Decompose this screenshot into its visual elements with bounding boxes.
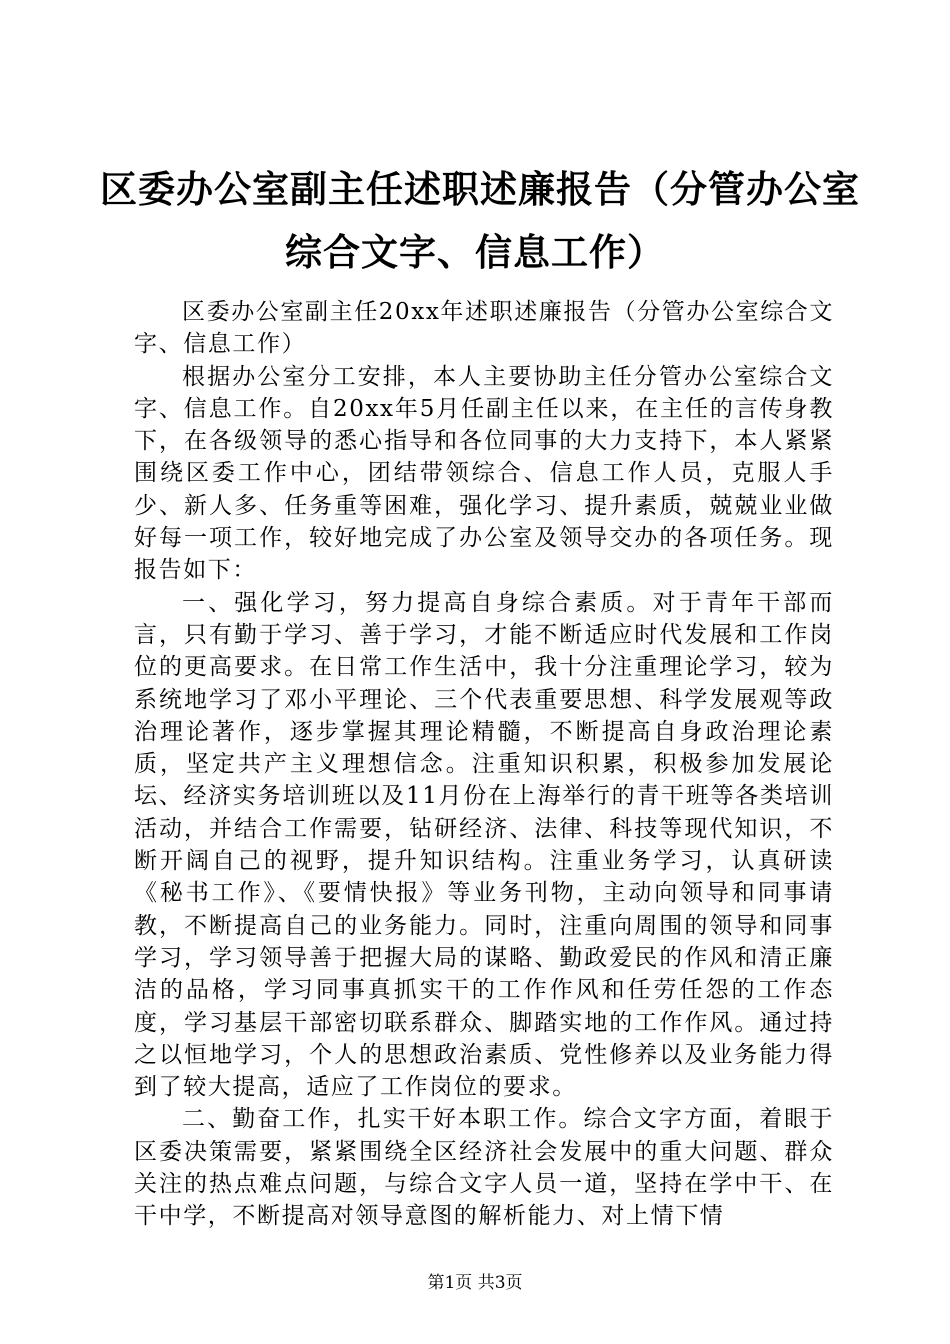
paragraph-subtitle: 区委办公室副主任20xx年述职述廉报告（分管办公室综合文字、信息工作） xyxy=(134,299,835,358)
document-title xyxy=(100,158,860,284)
title-line-2: 综合文字、信息工作） xyxy=(285,230,665,274)
paragraph-section-2: 二、勤奋工作，扎实干好本职工作。综合文字方面，着眼于区委决策需要，紧紧围绕全区经济社会发展中的重大问题、群众关注的热点难点问题，与综合文字人员一道，坚持在学中干、在干中学，不断提高对领导意图的解析能力、对上情下情 xyxy=(134,1106,834,1230)
document-body xyxy=(134,296,834,1233)
paragraph-section-1: 一、强化学习，努力提高自身综合素质。对于青年干部而言，只有勤于学习、善于学习，才能不断适应时代发展和工作岗位的更高要求。在日常工作生活中，我十分注重理论学习，较为系统地学习了邓小平理论、三个代表重要思想、科学发展观等政治理论著作，逐步掌握其理论精髓，不断提高自身政治理论素质，坚定共产主义理想信念。注重知识积累，积极参加发展论坛、经济实务培训班以及11月份在上海举行的青干班等各类培训活动，并结合工作需要，钻研经济、法律、科技等现代知识，不断开阔自己的视野，提升知识结构。注重业务学习，认真研读《秘书工作》、《要情快报》等业务刊物，主动向领导和同事请教，不断提高自己的业务能力。同时，注重向周围的领导和同事学习，学习领导善于把握大局的谋略、勤政爱民的作风和清正廉洁的品格，学习同事真抓实干的工作作风和任劳任怨的工作态度，学习基层干部密切联系群众、脚踏实地的工作作风。通过持之以恒地学习，个人的思想政治素质、党性修养以及业务能力得到了较大提高，适应了工作岗位的要求。 xyxy=(134,589,834,1101)
title-line-1: 区委办公室副主任述职述廉报告（分管办公室 xyxy=(100,167,860,211)
paragraph-intro: 根据办公室分工安排，本人主要协助主任分管办公室综合文字、信息工作。自20xx年5月任副主任以来，在主任的言传身教下，在各级领导的悉心指导和各位同事的大力支持下，本人紧紧围绕区委工作中心，团结带领综合、信息工作人员，克服人手少、新人多、任务重等困难，强化学习、提升素质，兢兢业业做好每一项工作，较好地完成了办公室及领导交办的各项任务。现报告如下： xyxy=(134,363,834,584)
page-footer: 第1页 共3页 xyxy=(427,1273,523,1293)
